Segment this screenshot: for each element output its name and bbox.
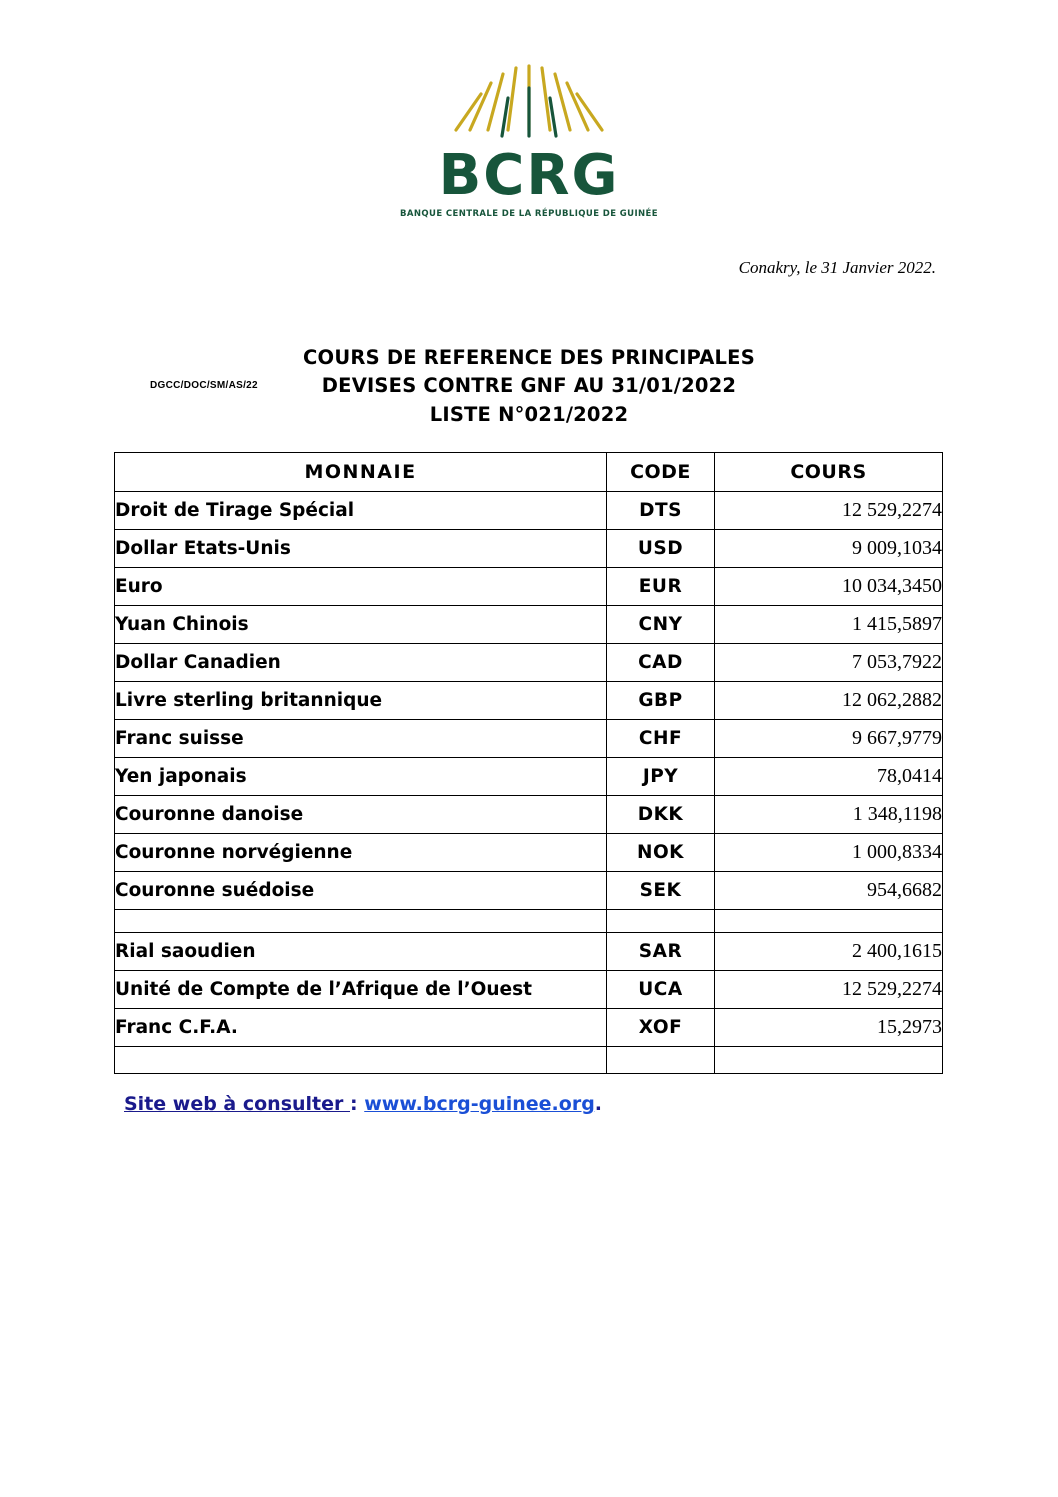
currency-rate: 10 034,3450: [715, 568, 943, 606]
currency-rate: 12 529,2274: [715, 971, 943, 1009]
currency-code: GBP: [607, 682, 715, 720]
table-row: [115, 720, 943, 758]
currency-code: XOF: [607, 1009, 715, 1047]
currency-name: Franc C.F.A.: [115, 1009, 607, 1047]
title-line-2: DEVISES CONTRE GNF AU 31/01/2022: [321, 374, 737, 398]
currency-name: Dollar Canadien: [115, 644, 607, 682]
currency-code: EUR: [607, 568, 715, 606]
currency-name: Yuan Chinois: [115, 606, 607, 644]
table-row: [115, 758, 943, 796]
table-row: [115, 568, 943, 606]
title-line-3: LISTE N°021/2022: [429, 402, 629, 426]
currency-name: Livre sterling britannique: [115, 682, 607, 720]
logo-wordmark: BCRG: [438, 143, 620, 208]
logo-subtitle: BANQUE CENTRALE DE LA RÉPUBLIQUE DE GUINÉE: [400, 209, 658, 219]
table-row: [115, 492, 943, 530]
currency-name: Dollar Etats-Unis: [115, 530, 607, 568]
website-label: Site web à consulter: [124, 1093, 351, 1115]
currency-rate: 12 062,2882: [715, 682, 943, 720]
currency-name: Franc suisse: [115, 720, 607, 758]
currency-code: DTS: [607, 492, 715, 530]
website-period: .: [594, 1093, 603, 1115]
bcrg-logo: [0, 0, 1058, 219]
sunburst-rays-icon: [434, 58, 624, 144]
reference-code: DGCC/DOC/SM/AS/22: [150, 380, 258, 391]
currency-name: Rial saoudien: [115, 933, 607, 971]
currency-rate: 9 667,9779: [715, 720, 943, 758]
footer-cell: [115, 1047, 607, 1074]
spacer-cell: [115, 910, 607, 933]
table-row: [115, 872, 943, 910]
currency-code: SEK: [607, 872, 715, 910]
currency-name: Euro: [115, 568, 607, 606]
currency-rate: 954,6682: [715, 872, 943, 910]
table-row: [115, 530, 943, 568]
column-header-currency: MONNAIE: [115, 453, 607, 492]
currency-rate: 78,0414: [715, 758, 943, 796]
table-footer-row: [115, 1047, 943, 1074]
exchange-rates-table: [114, 452, 942, 1074]
footer-cell: [607, 1047, 715, 1074]
currency-code: CNY: [607, 606, 715, 644]
table-row: [115, 933, 943, 971]
currency-code: NOK: [607, 834, 715, 872]
currency-code: CHF: [607, 720, 715, 758]
currency-rate: 1 415,5897: [715, 606, 943, 644]
currency-code: USD: [607, 530, 715, 568]
currency-code: DKK: [607, 796, 715, 834]
table-row: [115, 644, 943, 682]
website-separator: :: [350, 1093, 365, 1115]
currency-name: Droit de Tirage Spécial: [115, 492, 607, 530]
footer-cell: [715, 1047, 943, 1074]
spacer-cell: [607, 910, 715, 933]
currency-rate: 1 000,8334: [715, 834, 943, 872]
currency-rate: 15,2973: [715, 1009, 943, 1047]
currency-rate: 7 053,7922: [715, 644, 943, 682]
currency-code: CAD: [607, 644, 715, 682]
spacer-cell: [715, 910, 943, 933]
table-row: [115, 682, 943, 720]
currency-code: SAR: [607, 933, 715, 971]
currency-rate: 12 529,2274: [715, 492, 943, 530]
currency-rate: 2 400,1615: [715, 933, 943, 971]
column-header-code: CODE: [607, 453, 715, 492]
currency-name: Unité de Compte de l’Afrique de l’Ouest: [115, 971, 607, 1009]
website-line: [124, 1093, 602, 1115]
table-spacer-row: [115, 910, 943, 933]
document-title: [0, 344, 1058, 429]
column-header-rate: COURS: [715, 453, 943, 492]
table-row: [115, 971, 943, 1009]
table-row: [115, 796, 943, 834]
currency-code: JPY: [607, 758, 715, 796]
currency-name: Couronne danoise: [115, 796, 607, 834]
title-line-1: COURS DE REFERENCE DES PRINCIPALES: [303, 346, 755, 369]
table-row: [115, 834, 943, 872]
table-header-row: [115, 453, 943, 492]
website-link[interactable]: www.bcrg-guinee.org: [364, 1093, 595, 1115]
currency-rate: 9 009,1034: [715, 530, 943, 568]
currency-rate: 1 348,1198: [715, 796, 943, 834]
currency-name: Couronne norvégienne: [115, 834, 607, 872]
table-row: [115, 606, 943, 644]
currency-code: UCA: [607, 971, 715, 1009]
table-row: [115, 1009, 943, 1047]
currency-name: Couronne suédoise: [115, 872, 607, 910]
document-date: Conakry, le 31 Janvier 2022.: [738, 258, 936, 277]
currency-name: Yen japonais: [115, 758, 607, 796]
